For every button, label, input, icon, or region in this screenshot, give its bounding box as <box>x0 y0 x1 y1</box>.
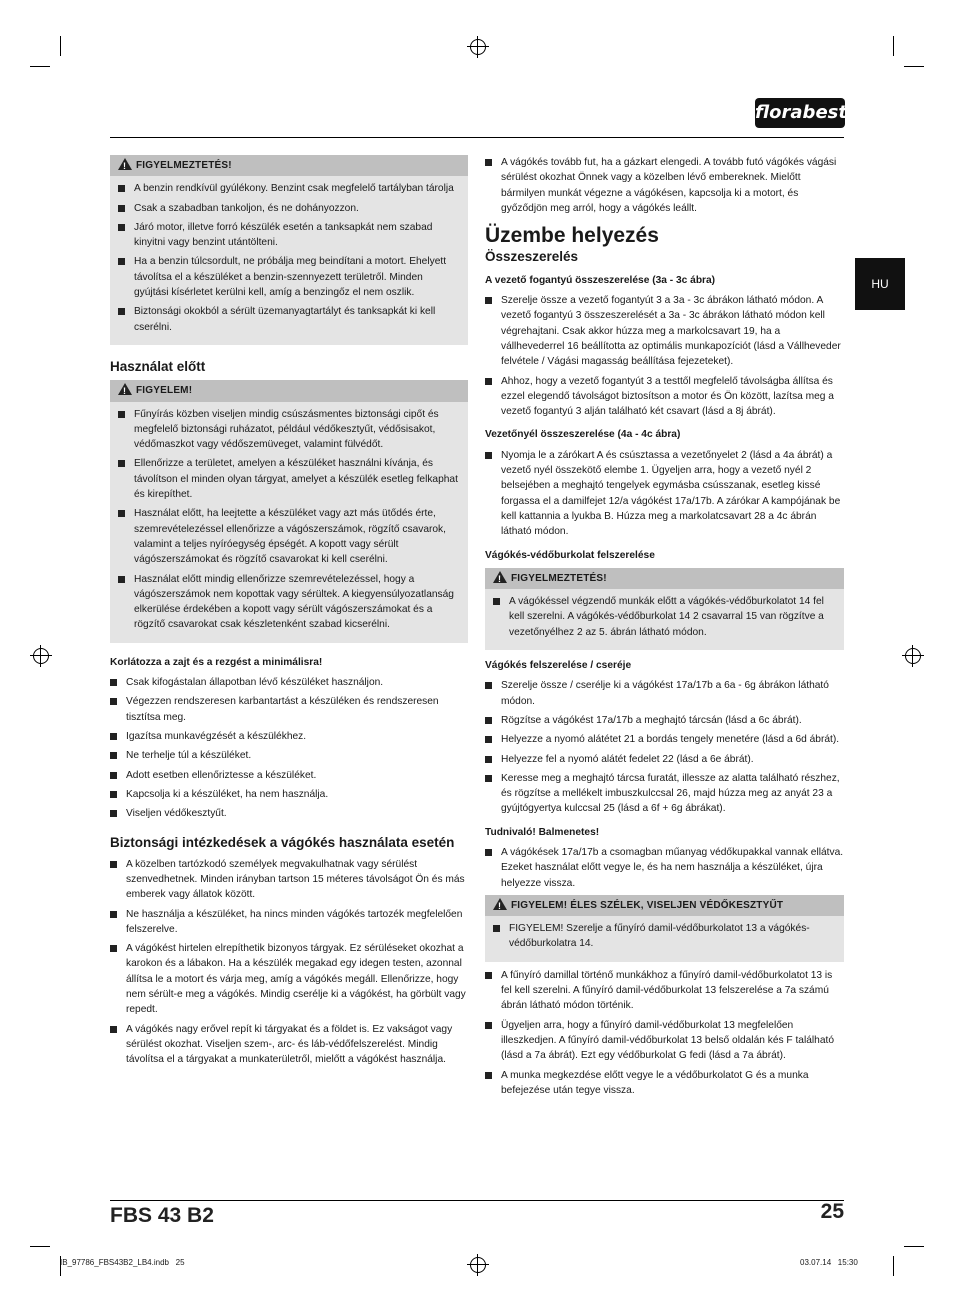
list-item: Rögzítse a vágókést 17a/17b a meghajtó tárcsán (lásd a 6c ábrát). <box>485 713 844 728</box>
section-heading: Biztonsági intézkedések a vágókés használata esetén <box>110 835 455 851</box>
warning-header: !FIGYELMEZTETÉS! <box>110 155 468 176</box>
list-item: Használat előtt, ha leejtette a készüléket vagy azt más ütődés érte, szemrevételezéssel ellenőrizze a vágószerszámok, rögzítő csavarok, valamint a teljes nyíróegység épségét. A kopott vagy sérült vágószerszámokat és rögzítő csavarokat ki kell cserélni. <box>118 506 460 567</box>
list-item: Csak a szabadban tankoljon, és ne dohányozzon. <box>118 201 460 216</box>
warning-header: !FIGYELEM! <box>110 380 468 401</box>
crop-mark <box>904 66 924 67</box>
list-item: Keresse meg a meghajtó tárcsa furatát, illessze az alatta található részhez, és rögzítse a mellékelt imbuszkulccsal 26, majd húzza meg az anyát 23 a gyújtógyertya kulccsal 25 (lásd a 6f + 6g ábrákat). <box>485 771 844 817</box>
page-title: Üzembe helyezés <box>485 224 659 248</box>
list-item: Kapcsolja ki a készüléket, ha nem használja. <box>110 787 468 802</box>
list-item: Nyomja le a zárókart A és csúsztassa a vezetőnyelet 2 (lásd a 4a ábrát) a vezető nyél összekötő elembe 1. Ügyeljen arra, hogy a vezető nyél 2 belsejében a meghajtó tengelyek egymásba csússzanak, esetleg kissé forgassa el a damilfejet 12/a vágókést 17a/17b. A zárókar A kampójának be kell kattannia a lyukba B. Húzza meg a markolatcsavart 28 a 4c ábrán látható módon. <box>485 448 844 540</box>
warning-box-guard <box>485 568 844 650</box>
crop-mark <box>893 1256 894 1276</box>
list-item: Csak kifogástalan állapotban lévő készüléket használjon. <box>110 675 468 690</box>
warning-header: !FIGYELEM! ÉLES SZÉLEK, VISELJEN VÉDŐKESZTYŰT <box>485 895 844 916</box>
page-number: 25 <box>820 1200 844 1223</box>
list-item: A munka megkezdése előtt vegye le a védőburkolatot G és a munka befejezése után tegye vissza. <box>485 1068 844 1099</box>
list-item: Ellenőrizze a területet, amelyen a készüléket használni kívánja, és távolítson el minden olyan tárgyat, amelyet a készülék esetleg felkaphat és kirepíthet. <box>118 456 460 502</box>
warning-triangle-icon <box>118 383 132 395</box>
registration-mark-icon <box>470 1257 486 1273</box>
list-item: Végezzen rendszeresen karbantartást a készüléken és rendszeresen tisztítsa meg. <box>110 694 468 725</box>
list-item: Viseljen védőkesztyűt. <box>110 806 468 821</box>
list-item: Járó motor, illetve forró készülék esetén a tanksapkát nem szabad kinyitni vagy benzint utántölteni. <box>118 220 460 251</box>
section-heading: Használat előtt <box>110 358 206 374</box>
list-item: Szerelje össze / cserélje ki a vágókést 17a/17b a 6a - 6g ábrákon látható módon. <box>485 678 844 709</box>
list-item: Igazítsa munkavégzését a készülékhez. <box>110 729 468 744</box>
list-item: A fűnyíró damillal történő munkákhoz a fűnyíró damil-védőburkolatot 13 is fel kell szerelni. A fűnyíró damil-védőburkolat 13 felszerelése a 7a számú ábrán látható módon történik. <box>485 968 844 1014</box>
list-item: Adott esetben ellenőriztesse a készüléket. <box>110 768 468 783</box>
print-info-right: 03.07.14 15:30 <box>800 1258 858 1267</box>
header-rule <box>110 137 844 138</box>
list-item: A közelben tartózkodó személyek megvakulhatnak vagy sérülést szenvedhetnek. Minden irányban tartson 15 méteres távolságot Ön és más emberek vagy állatok között. <box>110 857 468 903</box>
warning-triangle-icon <box>493 898 507 910</box>
list-item: Fűnyírás közben viseljen mindig csúszásmentes biztonsági cipőt és megfelelő biztonsági ruházatot, például védőkesztyűt, védősisakot, védőmaszkot vagy védőszemüveget, valamint fülvédőt. <box>118 407 460 453</box>
warning-header: !FIGYELMEZTETÉS! <box>485 568 844 589</box>
warning-box-fuel <box>110 155 468 345</box>
list-item: A vágókés nagy erővel repít ki tárgyakat és a földet is. Ez vakságot vagy sérülést okozhat. Viseljen szem-, arc- és láb-védőfelszerelést. Mindig távolítsa el a tárgyakat a munkaterületről, mielőtt a vágókést használja. <box>110 1022 468 1068</box>
list-item: Ne használja a készüléket, ha nincs minden vágókés tartozék megfelelően felszerelve. <box>110 907 468 938</box>
section-heading: Összeszerelés <box>485 249 579 265</box>
registration-mark-icon <box>470 39 486 55</box>
language-tab: HU <box>855 258 905 310</box>
list-item: Helyezze a nyomó alátétet 21 a bordás tengely menetére (lásd a 6d ábrát). <box>485 732 844 747</box>
subsection-heading: Vezetőnyél összeszerelése (4a - 4c ábra) <box>485 429 681 441</box>
list-item: Ha a benzin túlcsordult, ne próbálja meg beindítani a motort. Ehelyett távolítsa el a készüléket a benzin-szennyezett területről. Minden gyújtási kísérletet kerülni kell, amíg a benzingőz el nem oszlik. <box>118 254 460 300</box>
crop-mark <box>893 36 894 56</box>
list-item: Szerelje össze a vezető fogantyút 3 a 3a - 3c ábrákon látható módon. A vezető fogantyú 3 összeszerelését a 3a - 3c ábrákon látható módon kell végrehajtani. Csak akkor húzza meg a markolcsavart 19, ha a vállhevederrel 16 beállította az optimális munkapozíciót (lásd a Vállheveder felvétele / Vágási magasság beállítása fejezeteket). <box>485 293 844 369</box>
list-item: Használat előtt mindig ellenőrizze szemrevételezéssel, hogy a vágószerszámok nem kopottak vagy sérültek. A kiegyensúlyozatlanság elkerülése érdekében a kopott vagy sérült vágószerszámokat és a rögzítő csavarokat csak készletenként szabad kicserélni. <box>118 572 460 633</box>
registration-mark-icon <box>33 648 49 664</box>
crop-mark <box>30 66 50 67</box>
list-item: Biztonsági okokból a sérült üzemanyagtartályt és tanksapkát ki kell cserélni. <box>118 304 460 335</box>
subsection-heading: Korlátozza a zajt és a rezgést a minimálisra! <box>110 656 323 668</box>
subsection-heading: Vágókés-védőburkolat felszerelése <box>485 549 655 561</box>
warning-box-before-use <box>110 380 468 642</box>
print-info-left: IB_97786_FBS43B2_LB4.indb 25 <box>60 1258 185 1267</box>
crop-mark <box>30 1246 50 1247</box>
model-name: FBS 43 B2 <box>110 1204 214 1227</box>
crop-mark <box>904 1246 924 1247</box>
footer-rule <box>110 1200 844 1201</box>
list-item: A vágókés tovább fut, ha a gázkart elengedi. A tovább futó vágókés vágási sérülést okozhat Önnek vagy a közelben lévő embereknek. Mielőtt bármilyen munkát végezne a vágókésen, kapcsolja ki a motort, és győződjön meg arról, hogy a vágókés leállt. <box>485 155 844 216</box>
list-item: A vágókések 17a/17b a csomagban műanyag védőkupakkal vannak ellátva. Ezeket használat előtt vegye le, és ha nem használja a készüléket, újra helyezze vissza. <box>485 845 844 891</box>
subsection-heading: Vágókés felszerelése / cseréje <box>485 660 632 672</box>
list-item: Ahhoz, hogy a vezető fogantyút 3 a testtől megfelelő távolságba állítsa és ezzel elegendő távolságot biztosítson a motor és Ön között, lazítsa meg a vezető fogantyú 3 alján található két csavart (lásd a 8j ábrát). <box>485 374 844 420</box>
list-item: FIGYELEM! Szerelje a fűnyíró damil-védőburkolatot 13 a vágókés-védőburkolatra 14. <box>493 921 836 952</box>
list-item: A vágókést hirtelen elrepíthetik bizonyos tárgyak. Ez sérüléseket okozhat a karokon és a lábakon. Ha a készülék megakad egy idegen testen, azonnal állítsa le a motort és várja meg, amíg a vágókés megáll. Ellenőrizze, hogy nem sérült-e meg a vágókés. Mindig cserélje ki a vágókést, ha görbült vagy repedt. <box>110 941 468 1017</box>
list-item: Ügyeljen arra, hogy a fűnyíró damil-védőburkolat 13 megfelelően illeszkedjen. A fűnyíró damil-védőburkolat 13 belső oldalán kés F található (lásd a 7a ábrát). Ezt egy védőburkolat G fedi (lásd a 7a ábrát). <box>485 1018 844 1064</box>
list-item: A benzin rendkívül gyúlékony. Benzint csak megfelelő tartályban tárolja <box>118 181 460 196</box>
list-item: Helyezze fel a nyomó alátét fedelet 22 (lásd a 6e ábrát). <box>485 752 844 767</box>
registration-mark-icon <box>905 648 921 664</box>
left-column <box>110 155 468 1072</box>
right-column <box>485 155 844 1102</box>
subsection-heading: A vezető fogantyú összeszerelése (3a - 3c ábra) <box>485 274 716 286</box>
crop-mark <box>60 36 61 56</box>
list-item: Ne terhelje túl a készüléket. <box>110 748 468 763</box>
list-item: A vágókéssel végzendő munkák előtt a vágókés-védőburkolatot 14 fel kell szerelni. A vágókés-védőburkolat 14 2 csavarral 15 van rögzítve a vezetőnyélhez 2 az 5. ábrán látható módon. <box>493 594 836 640</box>
subsection-heading: Tudnivaló! Balmenetes! <box>485 826 600 838</box>
brand-logo: florabest <box>755 98 845 128</box>
warning-triangle-icon <box>493 571 507 583</box>
warning-box-sharp-edges <box>485 895 844 962</box>
warning-triangle-icon <box>118 158 132 170</box>
